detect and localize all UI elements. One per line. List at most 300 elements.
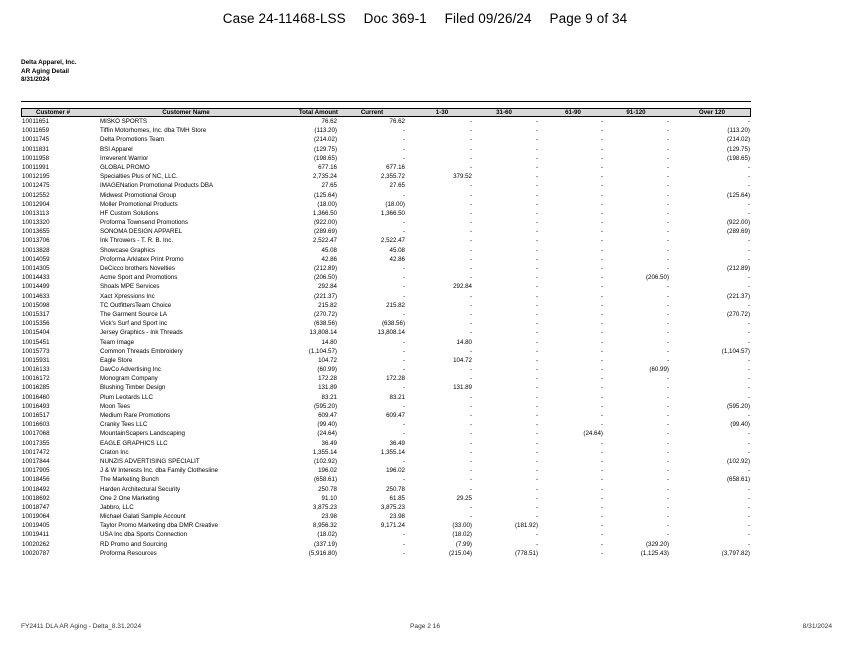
cell-customer-number: 10017068 bbox=[22, 430, 50, 438]
cell-bucket-1-30: - bbox=[469, 228, 472, 236]
cell-current: - bbox=[402, 430, 405, 438]
table-row bbox=[21, 402, 751, 411]
cell-bucket-91-120: - bbox=[666, 283, 669, 291]
cell-customer-name: DavCo Advertising Inc bbox=[100, 366, 161, 374]
col-header-1-30: 1-30 bbox=[435, 109, 449, 116]
cell-current: 83.21 bbox=[389, 393, 405, 401]
cell-customer-number: 10014433 bbox=[22, 274, 50, 282]
cell-bucket-over-120: - bbox=[747, 366, 750, 374]
cell-customer-number: 10020262 bbox=[22, 540, 50, 548]
cell-customer-number: 10014499 bbox=[22, 283, 50, 291]
cell-bucket-over-120: (214.02) bbox=[726, 136, 750, 144]
cell-bucket-61-90: - bbox=[600, 513, 603, 521]
cell-bucket-61-90: - bbox=[600, 283, 603, 291]
table-row bbox=[21, 227, 751, 236]
cell-customer-number: 10015931 bbox=[22, 356, 50, 364]
cell-customer-number: 10013320 bbox=[22, 219, 50, 227]
report-title-block bbox=[21, 59, 77, 85]
cell-bucket-1-30: - bbox=[469, 310, 472, 318]
cell-total-amount: 13,808.14 bbox=[309, 329, 337, 337]
cell-bucket-1-30: 104.72 bbox=[453, 356, 472, 364]
cell-bucket-over-120: (198.65) bbox=[726, 154, 750, 162]
cell-customer-number: 10020787 bbox=[22, 549, 50, 557]
cell-total-amount: 2,522.47 bbox=[312, 237, 337, 245]
cell-bucket-61-90: - bbox=[600, 476, 603, 484]
table-row bbox=[21, 319, 751, 328]
cell-total-amount: 83.21 bbox=[321, 393, 337, 401]
cell-bucket-91-120: - bbox=[666, 457, 669, 465]
table-row bbox=[21, 181, 751, 190]
table-row bbox=[21, 365, 751, 374]
cell-bucket-61-90: - bbox=[600, 191, 603, 199]
cell-bucket-61-90: - bbox=[600, 522, 603, 530]
cell-bucket-61-90: - bbox=[600, 320, 603, 328]
cell-customer-number: 10015404 bbox=[22, 329, 50, 337]
cell-bucket-61-90: - bbox=[600, 145, 603, 153]
cell-bucket-61-90: - bbox=[600, 219, 603, 227]
cell-bucket-91-120: - bbox=[666, 467, 669, 475]
cell-customer-number: 10016460 bbox=[22, 393, 50, 401]
cell-bucket-61-90: - bbox=[600, 200, 603, 208]
cell-total-amount: (922.00) bbox=[313, 219, 337, 227]
cell-bucket-31-60: - bbox=[535, 145, 538, 153]
cell-bucket-91-120: - bbox=[666, 145, 669, 153]
cell-current: 42.86 bbox=[389, 255, 405, 263]
cell-current: - bbox=[402, 421, 405, 429]
cell-bucket-31-60: - bbox=[535, 366, 538, 374]
cell-bucket-91-120: - bbox=[666, 209, 669, 217]
cell-bucket-61-90: (24.64) bbox=[583, 430, 603, 438]
cell-bucket-91-120: - bbox=[666, 182, 669, 190]
cell-bucket-91-120: - bbox=[666, 329, 669, 337]
cell-total-amount: 42.86 bbox=[321, 255, 337, 263]
case-number: Case 24-11468-LSS bbox=[222, 11, 346, 26]
cell-customer-number: 10016493 bbox=[22, 402, 50, 410]
cell-current: - bbox=[402, 540, 405, 548]
cell-bucket-91-120: - bbox=[666, 412, 669, 419]
cell-total-amount: 677.16 bbox=[318, 163, 337, 171]
cell-bucket-61-90: - bbox=[600, 292, 603, 300]
table-row bbox=[21, 494, 751, 503]
cell-bucket-91-120: - bbox=[666, 485, 669, 493]
table-row bbox=[21, 154, 751, 163]
cell-bucket-91-120: - bbox=[666, 448, 669, 456]
cell-total-amount: (221.37) bbox=[313, 292, 337, 300]
cell-bucket-1-30: (18.02) bbox=[452, 531, 472, 539]
cell-total-amount: 14.80 bbox=[321, 338, 337, 346]
table-body bbox=[21, 117, 751, 558]
cell-customer-number: 10013706 bbox=[22, 237, 50, 245]
cell-bucket-1-30: - bbox=[469, 265, 472, 272]
table-row bbox=[21, 126, 751, 135]
cell-bucket-91-120: - bbox=[666, 237, 669, 245]
cell-bucket-over-120: (113.20) bbox=[727, 127, 750, 135]
cell-bucket-91-120: - bbox=[666, 265, 669, 272]
cell-current: (18.00) bbox=[385, 200, 405, 208]
cell-current: 23.98 bbox=[389, 513, 405, 521]
cell-total-amount: (289.69) bbox=[313, 228, 337, 236]
cell-customer-name: Craton Inc bbox=[100, 448, 129, 456]
cell-bucket-over-120: - bbox=[747, 439, 750, 447]
cell-bucket-1-30: - bbox=[469, 182, 472, 190]
cell-customer-number: 10011745 bbox=[22, 136, 50, 144]
cell-bucket-31-60: - bbox=[535, 246, 538, 254]
cell-current: - bbox=[402, 154, 405, 162]
cell-bucket-61-90: - bbox=[600, 338, 603, 346]
cell-bucket-1-30: - bbox=[469, 347, 472, 355]
table-row bbox=[21, 448, 751, 457]
table-row bbox=[21, 475, 751, 484]
cell-customer-name: MISKO SPORTS bbox=[100, 118, 147, 125]
table-row bbox=[21, 328, 751, 337]
cell-bucket-61-90: - bbox=[600, 448, 603, 456]
cell-bucket-91-120: - bbox=[666, 503, 669, 511]
cell-bucket-91-120: - bbox=[666, 430, 669, 438]
cell-customer-number: 10012195 bbox=[22, 173, 50, 181]
cell-bucket-over-120: - bbox=[747, 412, 750, 419]
col-header-current: Current bbox=[360, 109, 384, 116]
cell-total-amount: (1,104.57) bbox=[308, 347, 337, 355]
cell-bucket-1-30: - bbox=[469, 118, 472, 125]
cell-bucket-over-120: (3,797.82) bbox=[721, 549, 750, 557]
cell-bucket-over-120: - bbox=[747, 531, 750, 539]
cell-customer-name: Team Image bbox=[100, 338, 135, 346]
table-row bbox=[21, 356, 751, 365]
cell-bucket-31-60: - bbox=[535, 457, 538, 465]
table-row bbox=[21, 246, 751, 255]
page-indicator: Page 9 of 34 bbox=[549, 11, 628, 26]
cell-total-amount: (270.72) bbox=[313, 310, 337, 318]
cell-total-amount: (60.99) bbox=[317, 366, 337, 374]
cell-bucket-61-90: - bbox=[600, 412, 603, 419]
cell-total-amount: 131.89 bbox=[318, 384, 337, 392]
cell-total-amount: (198.65) bbox=[313, 154, 337, 162]
cell-bucket-61-90: - bbox=[600, 301, 603, 309]
col-header-customer-name: Customer Name bbox=[162, 109, 210, 116]
cell-customer-name: Proforma Townsend Promotions bbox=[100, 219, 188, 227]
cell-current: 2,355.72 bbox=[380, 173, 405, 181]
cell-bucket-31-60: - bbox=[535, 154, 538, 162]
cell-customer-number: 10019064 bbox=[22, 513, 50, 521]
cell-bucket-91-120: (206.50) bbox=[645, 274, 669, 282]
cell-total-amount: (5,916.80) bbox=[308, 549, 337, 557]
cell-bucket-31-60: - bbox=[535, 467, 538, 475]
cell-bucket-over-120: (1,104.57) bbox=[721, 347, 750, 355]
cell-bucket-61-90: - bbox=[600, 237, 603, 245]
cell-bucket-1-30: 292.84 bbox=[453, 283, 472, 291]
report-date: 8/31/2024 bbox=[21, 76, 50, 84]
cell-customer-number: 10016133 bbox=[22, 366, 50, 374]
cell-bucket-over-120: - bbox=[747, 246, 750, 254]
cell-bucket-61-90: - bbox=[600, 163, 603, 171]
table-row bbox=[21, 374, 751, 383]
table-row bbox=[21, 338, 751, 347]
cell-bucket-over-120: - bbox=[747, 329, 750, 337]
table-row bbox=[21, 292, 751, 301]
cell-current: 1,355.14 bbox=[380, 448, 405, 456]
cell-total-amount: 215.82 bbox=[318, 301, 337, 309]
cell-total-amount: (99.40) bbox=[317, 421, 337, 429]
cell-bucket-61-90: - bbox=[600, 467, 603, 475]
table-row bbox=[21, 439, 751, 448]
cell-bucket-over-120: (221.37) bbox=[726, 292, 750, 300]
cell-total-amount: (206.50) bbox=[313, 274, 337, 282]
cell-bucket-61-90: - bbox=[600, 421, 603, 429]
cell-bucket-31-60: - bbox=[535, 320, 538, 328]
cell-bucket-over-120: - bbox=[747, 485, 750, 493]
cell-bucket-31-60: - bbox=[535, 347, 538, 355]
cell-bucket-61-90: - bbox=[600, 209, 603, 217]
report-name: AR Aging Detail bbox=[21, 67, 70, 75]
cell-customer-number: 10017905 bbox=[22, 467, 50, 475]
table-row bbox=[21, 200, 751, 209]
cell-total-amount: (18.00) bbox=[317, 200, 337, 208]
cell-current: 76.62 bbox=[389, 118, 405, 125]
cell-customer-number: 10015317 bbox=[22, 310, 50, 318]
cell-bucket-61-90: - bbox=[600, 173, 603, 181]
cell-total-amount: (129.75) bbox=[313, 145, 337, 153]
cell-customer-number: 10013655 bbox=[22, 228, 50, 236]
cell-bucket-61-90: - bbox=[600, 439, 603, 447]
cell-total-amount: 2,735.24 bbox=[312, 173, 337, 181]
cell-customer-name: Jersey Graphics - Ink Threads bbox=[100, 329, 183, 337]
table-row bbox=[21, 549, 751, 558]
cell-bucket-1-30: (7.99) bbox=[455, 540, 472, 548]
cell-customer-number: 10017355 bbox=[22, 439, 50, 447]
table-row bbox=[21, 172, 751, 181]
cell-current: - bbox=[402, 265, 405, 272]
table-row bbox=[21, 301, 751, 310]
cell-customer-name: Proforma Arklatex Print Promo bbox=[100, 255, 184, 263]
cell-current: - bbox=[402, 402, 405, 410]
cell-bucket-1-30: - bbox=[469, 448, 472, 456]
table-row bbox=[21, 209, 751, 218]
cell-customer-number: 10015451 bbox=[22, 338, 50, 346]
cell-bucket-91-120: - bbox=[666, 402, 669, 410]
cell-bucket-over-120: - bbox=[747, 255, 750, 263]
cell-customer-name: MountainScapers Landscaping bbox=[100, 430, 185, 438]
cell-current: - bbox=[402, 191, 405, 199]
cell-bucket-over-120: (595.20) bbox=[726, 402, 750, 410]
cell-bucket-61-90: - bbox=[600, 136, 603, 144]
cell-customer-number: 10019411 bbox=[22, 531, 50, 539]
cell-bucket-31-60: - bbox=[535, 255, 538, 263]
cell-bucket-over-120: (289.69) bbox=[726, 228, 750, 236]
cell-bucket-31-60: - bbox=[535, 301, 538, 309]
cell-total-amount: (125.64) bbox=[313, 191, 337, 199]
cell-bucket-over-120: - bbox=[747, 503, 750, 511]
cell-bucket-over-120: (658.61) bbox=[726, 476, 750, 484]
cell-bucket-61-90: - bbox=[600, 228, 603, 236]
cell-customer-number: 10015356 bbox=[22, 320, 50, 328]
cell-current: - bbox=[402, 457, 405, 465]
cell-bucket-31-60: - bbox=[535, 384, 538, 392]
cell-bucket-over-120: (270.72) bbox=[726, 310, 750, 318]
cell-current: 9,171.24 bbox=[380, 522, 405, 530]
cell-customer-number: 10016172 bbox=[22, 375, 50, 383]
cell-customer-name: Acme Sport and Promotions bbox=[100, 274, 178, 282]
cell-total-amount: (214.02) bbox=[313, 136, 337, 144]
table-row bbox=[21, 485, 751, 494]
cell-bucket-61-90: - bbox=[600, 154, 603, 162]
cell-bucket-over-120: (212.89) bbox=[726, 265, 750, 272]
cell-total-amount: 1,366.50 bbox=[312, 209, 337, 217]
cell-bucket-61-90: - bbox=[600, 356, 603, 364]
cell-current: - bbox=[402, 549, 405, 557]
cell-total-amount: 3,875.23 bbox=[312, 503, 337, 511]
cell-bucket-31-60: - bbox=[535, 118, 538, 125]
cell-bucket-1-30: - bbox=[469, 467, 472, 475]
cell-bucket-91-120: - bbox=[666, 136, 669, 144]
cell-current: - bbox=[402, 347, 405, 355]
cell-customer-number: 10015773 bbox=[22, 347, 50, 355]
divider bbox=[21, 101, 751, 102]
cell-bucket-31-60: - bbox=[535, 228, 538, 236]
cell-customer-name: Specialties Plus of NC, LLC. bbox=[100, 173, 178, 181]
cell-customer-name: Medium Rare Promotions bbox=[100, 412, 171, 419]
cell-bucket-61-90: - bbox=[600, 118, 603, 125]
cell-bucket-1-30: - bbox=[469, 127, 472, 135]
cell-bucket-1-30: - bbox=[469, 503, 472, 511]
cell-current: 677.16 bbox=[386, 163, 405, 171]
cell-bucket-31-60: - bbox=[535, 292, 538, 300]
cell-current: 13,808.14 bbox=[377, 329, 405, 337]
table-row bbox=[21, 393, 751, 402]
cell-bucket-1-30: - bbox=[469, 301, 472, 309]
cell-bucket-31-60: - bbox=[535, 283, 538, 291]
cell-total-amount: (24.64) bbox=[317, 430, 337, 438]
cell-bucket-91-120: - bbox=[666, 531, 669, 539]
cell-current: - bbox=[402, 219, 405, 227]
cell-customer-name: The Garment Source LA bbox=[100, 310, 168, 318]
cell-bucket-1-30: - bbox=[469, 513, 472, 521]
cell-bucket-31-60: (181.92) bbox=[514, 522, 538, 530]
cell-bucket-61-90: - bbox=[600, 366, 603, 374]
cell-current: - bbox=[402, 366, 405, 374]
cell-bucket-1-30: (215.04) bbox=[448, 549, 472, 557]
cell-current: - bbox=[402, 283, 405, 291]
table-row bbox=[21, 145, 751, 154]
cell-bucket-91-120: - bbox=[666, 127, 669, 135]
cell-bucket-61-90: - bbox=[600, 246, 603, 254]
cell-customer-name: Michael Galati Sample Account bbox=[100, 513, 186, 521]
cell-bucket-91-120: - bbox=[666, 513, 669, 521]
cell-current: - bbox=[402, 127, 405, 135]
cell-bucket-31-60: - bbox=[535, 513, 538, 521]
cell-bucket-over-120: (102.92) bbox=[726, 457, 750, 465]
cell-bucket-1-30: - bbox=[469, 329, 472, 337]
cell-bucket-1-30: - bbox=[469, 402, 472, 410]
cell-current: 1,366.50 bbox=[380, 209, 405, 217]
cell-bucket-91-120: - bbox=[666, 163, 669, 171]
cell-bucket-1-30: - bbox=[469, 412, 472, 419]
cell-customer-name: IMAGENation Promotional Products DBA bbox=[100, 182, 214, 190]
cell-customer-name: RD Promo and Sourcing bbox=[100, 540, 168, 548]
cell-bucket-1-30: 14.80 bbox=[456, 338, 472, 346]
cell-bucket-1-30: - bbox=[469, 200, 472, 208]
cell-customer-number: 10012904 bbox=[22, 200, 50, 208]
cell-bucket-31-60: - bbox=[535, 191, 538, 199]
cell-bucket-91-120: - bbox=[666, 393, 669, 401]
cell-total-amount: 45.08 bbox=[321, 246, 337, 254]
cell-total-amount: (595.20) bbox=[313, 402, 337, 410]
cell-customer-name: Taylor Promo Marketing dba DMR Creative bbox=[100, 522, 218, 530]
cell-current: - bbox=[402, 338, 405, 346]
cell-customer-name: NUNZIS ADVERTISING SPECIALIT bbox=[100, 457, 200, 465]
cell-bucket-61-90: - bbox=[600, 402, 603, 410]
cell-bucket-61-90: - bbox=[600, 531, 603, 539]
cell-bucket-31-60: - bbox=[535, 310, 538, 318]
cell-current: 215.82 bbox=[386, 301, 405, 309]
cell-bucket-1-30: - bbox=[469, 237, 472, 245]
cell-bucket-31-60: - bbox=[535, 402, 538, 410]
cell-bucket-61-90: - bbox=[600, 540, 603, 548]
cell-bucket-1-30: - bbox=[469, 439, 472, 447]
cell-customer-name: Tiffin Motorhomes, Inc. dba TMH Store bbox=[100, 127, 207, 135]
col-header-91-120: 91-120 bbox=[626, 109, 646, 116]
cell-customer-name: SONOMA DESIGN APPAREL bbox=[100, 228, 183, 236]
cell-bucket-31-60: - bbox=[535, 219, 538, 227]
cell-current: 36.49 bbox=[389, 439, 405, 447]
cell-total-amount: 76.62 bbox=[321, 118, 337, 125]
cell-bucket-1-30: 379.52 bbox=[453, 173, 472, 181]
cell-total-amount: (638.56) bbox=[313, 320, 337, 328]
company-name: Delta Apparel, Inc. bbox=[21, 59, 77, 66]
cell-bucket-1-30: - bbox=[469, 219, 472, 227]
cell-bucket-1-30: - bbox=[469, 163, 472, 171]
cell-bucket-31-60: - bbox=[535, 476, 538, 484]
cell-bucket-91-120: - bbox=[666, 310, 669, 318]
cell-customer-name: Cranky Tees LLC bbox=[100, 421, 148, 429]
cell-current: - bbox=[402, 145, 405, 153]
cell-customer-name: Delta Promotions Team bbox=[100, 136, 165, 144]
cell-customer-number: 10018456 bbox=[22, 476, 50, 484]
cell-current: - bbox=[402, 274, 405, 282]
cell-bucket-91-120: - bbox=[666, 191, 669, 199]
cell-bucket-61-90: - bbox=[600, 384, 603, 392]
cell-bucket-over-120: (125.64) bbox=[726, 191, 750, 199]
table-row bbox=[21, 310, 751, 319]
col-header-customer-number: Customer # bbox=[36, 109, 71, 116]
cell-current: - bbox=[402, 136, 405, 144]
cell-total-amount: 1,355.14 bbox=[312, 448, 337, 456]
cell-customer-name: HF Custom Solutions bbox=[100, 209, 159, 217]
cell-customer-name: Common Threads Embroidery bbox=[100, 347, 183, 355]
cell-customer-number: 10017844 bbox=[22, 457, 50, 465]
cell-total-amount: 36.49 bbox=[321, 439, 337, 447]
cell-customer-name: TC OutfittersTeam Choice bbox=[100, 301, 172, 309]
cell-bucket-over-120: - bbox=[747, 283, 750, 291]
cell-current: - bbox=[402, 356, 405, 364]
cell-bucket-1-30: - bbox=[469, 209, 472, 217]
cell-total-amount: (102.92) bbox=[313, 457, 337, 465]
cell-customer-name: Moon Tees bbox=[100, 402, 131, 410]
cell-customer-name: J & W Interests Inc. dba Family Clothesline bbox=[100, 467, 218, 475]
cell-bucket-over-120: - bbox=[747, 274, 750, 282]
cell-total-amount: 8,956.32 bbox=[312, 522, 337, 530]
cell-customer-name: Eagle Store bbox=[100, 356, 133, 364]
cell-bucket-1-30: 131.89 bbox=[453, 384, 472, 392]
cell-bucket-31-60: - bbox=[535, 540, 538, 548]
cell-bucket-31-60: - bbox=[535, 237, 538, 245]
cell-bucket-over-120: - bbox=[747, 173, 750, 181]
cell-total-amount: 104.72 bbox=[318, 356, 337, 364]
table-row bbox=[21, 282, 751, 291]
cell-bucket-1-30: - bbox=[469, 136, 472, 144]
cell-customer-number: 10016285 bbox=[22, 384, 50, 392]
cell-bucket-31-60: - bbox=[535, 494, 538, 502]
cell-bucket-61-90: - bbox=[600, 347, 603, 355]
